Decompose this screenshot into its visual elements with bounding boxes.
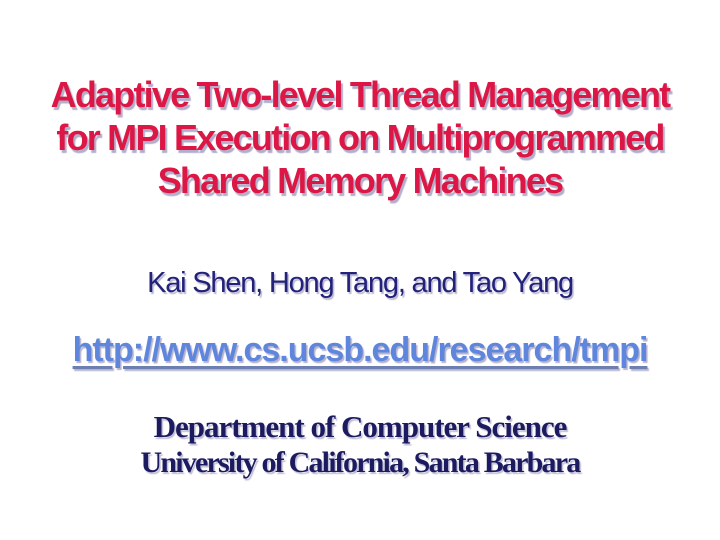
project-url-link[interactable]: http://www.cs.ucsb.edu/research/tmpi (72, 331, 648, 369)
slide-title-line-1: Adaptive Two-level Thread Management (50, 74, 670, 115)
affiliation-department: Department of Computer Science (153, 409, 567, 444)
slide-title-line-2: for MPI Execution on Multiprogrammed (56, 117, 664, 158)
slide-title (0, 73, 720, 202)
project-link-row (0, 333, 720, 367)
authors-line: Kai Shen, Hong Tang, and Tao Yang (147, 267, 573, 299)
slide-title-line-3: Shared Memory Machines (157, 160, 563, 201)
affiliation-university: University of California, Santa Barbara (140, 446, 580, 479)
